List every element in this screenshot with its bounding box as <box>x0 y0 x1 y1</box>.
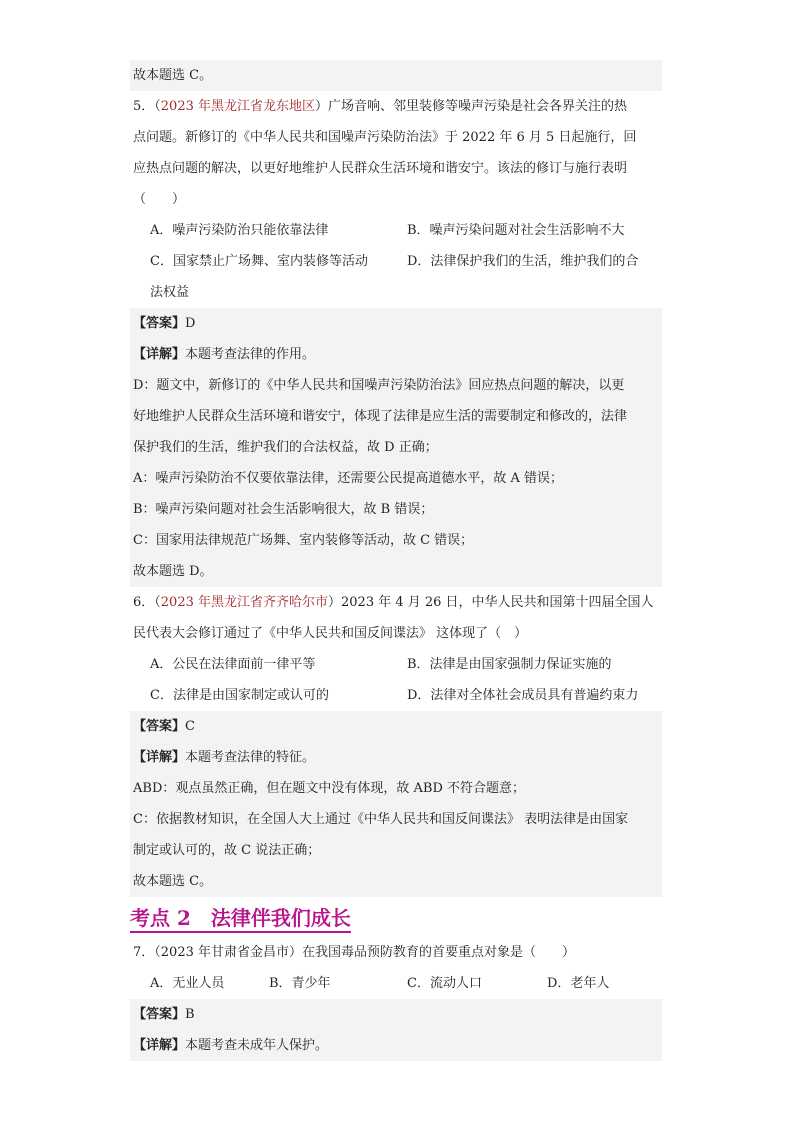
q5-option-d: D．法律保护我们的生活，维护我们的合 <box>407 254 639 269</box>
q5-stem-text: ）广场音响、邻里装修等噪声污染是社会各界关注的热 <box>315 99 628 114</box>
q6-source: 2023 年黑龙江省齐齐哈尔市 <box>160 595 328 610</box>
detail-label: 【详解】 <box>133 750 186 765</box>
answer-value: B <box>185 1007 195 1022</box>
detail-label: 【详解】 <box>133 347 186 362</box>
q7-option-d: D．老年人 <box>547 976 610 991</box>
q6-answer <box>130 711 662 742</box>
document-page <box>130 60 662 1061</box>
q6-options-row-2 <box>130 680 662 711</box>
q6-stem-line-2: 民代表大会修订通过了《中华人民共和国反间谍法》 这体现了（ ） <box>133 626 528 641</box>
answer-label: 【答案】 <box>133 1007 186 1022</box>
q4-conclusion: 故本题选 C。 <box>130 60 662 91</box>
q6-stem-line-1 <box>130 587 662 618</box>
q5-stem-line-1 <box>130 91 662 122</box>
q6-detail <box>130 742 662 773</box>
q5-detail-line-6: C：国家用法律规范广场舞、室内装修等活动，故 C 错误； <box>130 525 662 556</box>
detail-text: 本题考查未成年人保护。 <box>185 1038 329 1053</box>
q5-options-row-1 <box>130 215 662 246</box>
q5-option-b: B．噪声污染问题对社会生活影响不大 <box>407 223 625 238</box>
q7-option-b: B．青少年 <box>269 976 331 991</box>
q5-detail <box>130 339 662 370</box>
q7-stem-text: ）在我国毒品预防教育的首要重点对象是（ ） <box>289 945 576 960</box>
q6-stem-text: ）2023 年 4 月 26 日，中华人民共和国第十四届全国人 <box>328 595 654 610</box>
section-title: 考点 2 法律伴我们成长 <box>130 906 351 933</box>
q6-detail-line-3: 制定或认可的，故 C 说法正确； <box>130 835 662 866</box>
q6-option-d: D．法律对全体社会成员具有普遍约束力 <box>407 688 639 703</box>
q5-detail-line-1: D：题文中，新修订的《中华人民共和国噪声污染防治法》回应热点问题的解决，以更 <box>130 370 662 401</box>
q6-number: 6．（ <box>133 595 161 610</box>
q5-option-c: C．国家禁止广场舞、室内装修等活动 <box>150 254 368 269</box>
q5-option-a: A．噪声污染防治只能依靠法律 <box>150 223 329 238</box>
q6-detail-line-1: ABD：观点虽然正确，但在题文中没有体现，故 ABD 不符合题意； <box>130 773 662 804</box>
q6-option-c: C．法律是由国家制定或认可的 <box>150 688 329 703</box>
q6-detail-line-2: C：依据教材知识，在全国人大上通过《中华人民共和国反间谍法》 表明法律是由国家 <box>130 804 662 835</box>
q7-source: 2023 年甘肃省金昌市 <box>160 945 289 960</box>
q5-stem-line-3: 应热点问题的解决，以更好地维护人民群众生活环境和谐安宁。该法的修订与施行表明 <box>133 161 628 176</box>
q6-option-b: B．法律是由国家强制力保证实施的 <box>407 657 612 672</box>
q7-options-row <box>130 968 662 999</box>
q5-detail-line-2: 好地维护人民群众生活环境和谐安宁，体现了法律是应生活的需要制定和修改的，法律 <box>130 401 662 432</box>
detail-label: 【详解】 <box>133 1038 186 1053</box>
section-heading <box>130 899 662 937</box>
q5-detail-line-5: B：噪声污染问题对社会生活影响很大，故 B 错误； <box>130 494 662 525</box>
q7-detail <box>130 1030 662 1061</box>
q5-number: 5．（ <box>133 99 161 114</box>
q5-source: 2023 年黑龙江省龙东地区 <box>160 99 315 114</box>
q6-options-row-1 <box>130 649 662 680</box>
q7-stem-line-1 <box>130 937 662 968</box>
q7-option-c: C．流动人口 <box>407 976 482 991</box>
q5-stem-line-4: （ ） <box>133 192 186 207</box>
detail-text: 本题考查法律的特征。 <box>185 750 316 765</box>
detail-text: 本题考查法律的作用。 <box>185 347 316 362</box>
q5-option-d-continued: 法权益 <box>150 285 190 300</box>
answer-value: C <box>185 719 195 734</box>
q5-conclusion: 故本题选 D。 <box>130 556 662 587</box>
q7-answer <box>130 999 662 1030</box>
answer-value: D <box>185 316 196 331</box>
q7-number: 7．（ <box>133 945 161 960</box>
q5-options-row-2 <box>130 246 662 277</box>
q6-conclusion: 故本题选 C。 <box>130 866 662 897</box>
q5-detail-line-4: A：噪声污染防治不仅要依靠法律，还需要公民提高道德水平，故 A 错误； <box>130 463 662 494</box>
q7-option-a: A．无业人员 <box>150 976 225 991</box>
q5-stem-line-2: 点问题。新修订的《中华人民共和国噪声污染防治法》于 2022 年 6 月 5 日起施行，回 <box>133 130 637 145</box>
answer-label: 【答案】 <box>133 719 186 734</box>
q5-answer <box>130 308 662 339</box>
q5-detail-line-3: 保护我们的生活，维护我们的合法权益，故 D 正确； <box>130 432 662 463</box>
q6-option-a: A．公民在法律面前一律平等 <box>150 657 316 672</box>
answer-label: 【答案】 <box>133 316 186 331</box>
